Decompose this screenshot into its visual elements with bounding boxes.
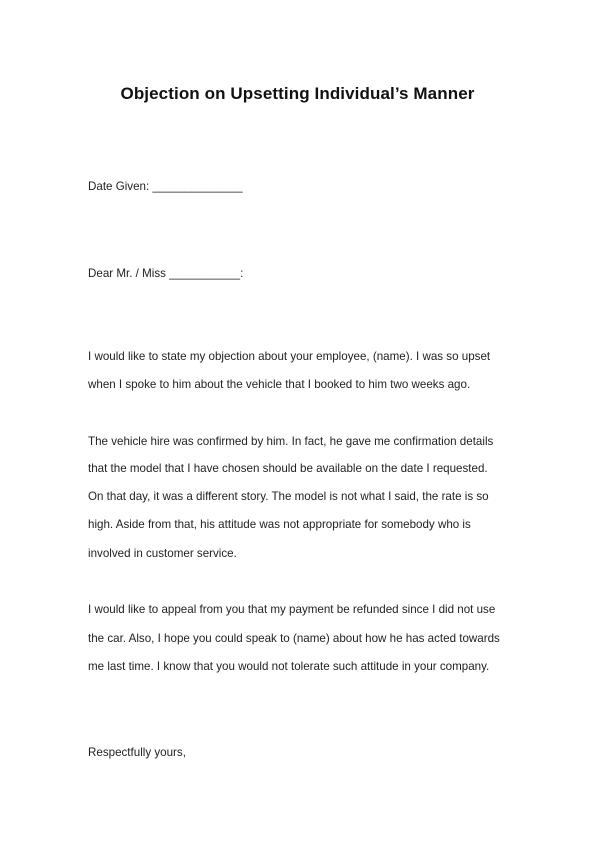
salutation: Dear Mr. / Miss ___________: bbox=[88, 267, 244, 280]
closing: Respectfully yours, bbox=[88, 746, 186, 759]
paragraph-2-line-3: On that day, it was a different story. The model is not what I said, the rate is so bbox=[88, 490, 489, 503]
paragraph-2-line-5: involved in customer service. bbox=[88, 547, 237, 560]
paragraph-2-line-4: high. Aside from that, his attitude was not appropriate for somebody who is bbox=[88, 518, 471, 531]
paragraph-1-line-1: I would like to state my objection about your employee, (name). I was so upset bbox=[88, 350, 491, 363]
paragraph-1-line-2: when I spoke to him about the vehicle that I booked to him two weeks ago. bbox=[88, 378, 471, 391]
paragraph-3-line-2: the car. Also, I hope you could speak to (name) about how he has acted towards bbox=[88, 632, 500, 645]
paragraph-2-line-1: The vehicle hire was confirmed by him. In fact, he gave me confirmation details bbox=[88, 435, 494, 448]
document-title: Objection on Upsetting Individual’s Manner bbox=[120, 84, 475, 103]
date-line: Date Given: ______________ bbox=[88, 180, 243, 193]
paragraph-3-line-1: I would like to appeal from you that my payment be refunded since I did not use bbox=[88, 603, 496, 616]
paragraph-2-line-2: that the model that I have chosen should be available on the date I requested. bbox=[88, 462, 488, 475]
paragraph-3-line-3: me last time. I know that you would not tolerate such attitude in your company. bbox=[88, 660, 490, 673]
